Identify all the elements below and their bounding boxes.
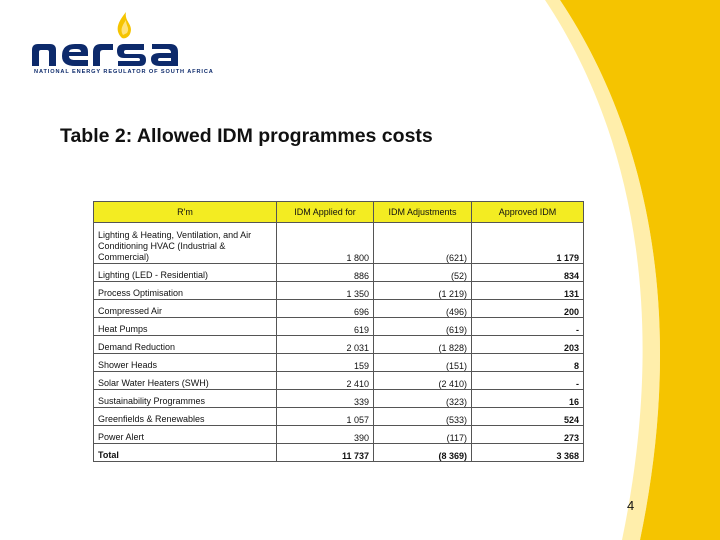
row-applied: 2 410 [277,372,374,390]
row-applied: 2 031 [277,336,374,354]
row-adjustments: (621) [374,223,472,264]
total-label: Total [94,444,277,462]
row-label: Lighting (LED - Residential) [94,264,277,282]
row-approved: 273 [472,426,584,444]
row-approved: - [472,372,584,390]
table-row [94,390,584,408]
row-label: Greenfields & Renewables [94,408,277,426]
row-approved: 203 [472,336,584,354]
table-row [94,282,584,300]
row-applied: 619 [277,318,374,336]
nersa-logo [18,8,218,78]
page-number: 4 [627,498,635,513]
header-applied: IDM Applied for [277,202,374,223]
row-adjustments: (151) [374,354,472,372]
idm-costs-table [93,201,584,462]
row-applied: 390 [277,426,374,444]
nersa-logo-mark [18,8,218,78]
row-label: Shower Heads [94,354,277,372]
row-approved: 131 [472,282,584,300]
row-adjustments: (1 828) [374,336,472,354]
table-row [94,336,584,354]
total-row [94,444,584,462]
row-adjustments: (2 410) [374,372,472,390]
row-approved: 834 [472,264,584,282]
row-approved: 8 [472,354,584,372]
row-label: Lighting & Heating, Ventilation, and Air Conditioning HVAC (Industrial & Commercial) [94,223,277,264]
row-approved: 200 [472,300,584,318]
row-adjustments: (52) [374,264,472,282]
header-adjustments: IDM Adjustments [374,202,472,223]
row-label: Power Alert [94,426,277,444]
row-applied: 1 057 [277,408,374,426]
row-label: Compressed Air [94,300,277,318]
row-label: Solar Water Heaters (SWH) [94,372,277,390]
row-applied: 886 [277,264,374,282]
row-adjustments: (533) [374,408,472,426]
table-row [94,264,584,282]
table-row [94,408,584,426]
row-label: Heat Pumps [94,318,277,336]
row-applied: 696 [277,300,374,318]
table-row [94,223,584,264]
row-approved: 524 [472,408,584,426]
row-label: Demand Reduction [94,336,277,354]
row-adjustments: (619) [374,318,472,336]
row-applied: 159 [277,354,374,372]
slide-title: Table 2: Allowed IDM programmes costs [60,125,433,147]
row-adjustments: (496) [374,300,472,318]
table-row [94,300,584,318]
row-approved: 16 [472,390,584,408]
row-approved: 1 179 [472,223,584,264]
row-adjustments: (117) [374,426,472,444]
row-label: Sustainability Programmes [94,390,277,408]
table-row [94,426,584,444]
row-applied: 339 [277,390,374,408]
row-adjustments: (1 219) [374,282,472,300]
costs-table [93,201,584,462]
header-rm: R'm [94,202,277,223]
table-row [94,354,584,372]
logo-tagline: NATIONAL ENERGY REGULATOR OF SOUTH AFRICA [34,69,214,75]
row-adjustments: (323) [374,390,472,408]
row-approved: - [472,318,584,336]
table-row [94,318,584,336]
total-applied: 11 737 [277,444,374,462]
header-approved: Approved IDM [472,202,584,223]
row-applied: 1 800 [277,223,374,264]
total-approved: 3 368 [472,444,584,462]
table-header-row [94,202,584,223]
total-adjustments: (8 369) [374,444,472,462]
row-applied: 1 350 [277,282,374,300]
row-label: Process Optimisation [94,282,277,300]
table-row [94,372,584,390]
